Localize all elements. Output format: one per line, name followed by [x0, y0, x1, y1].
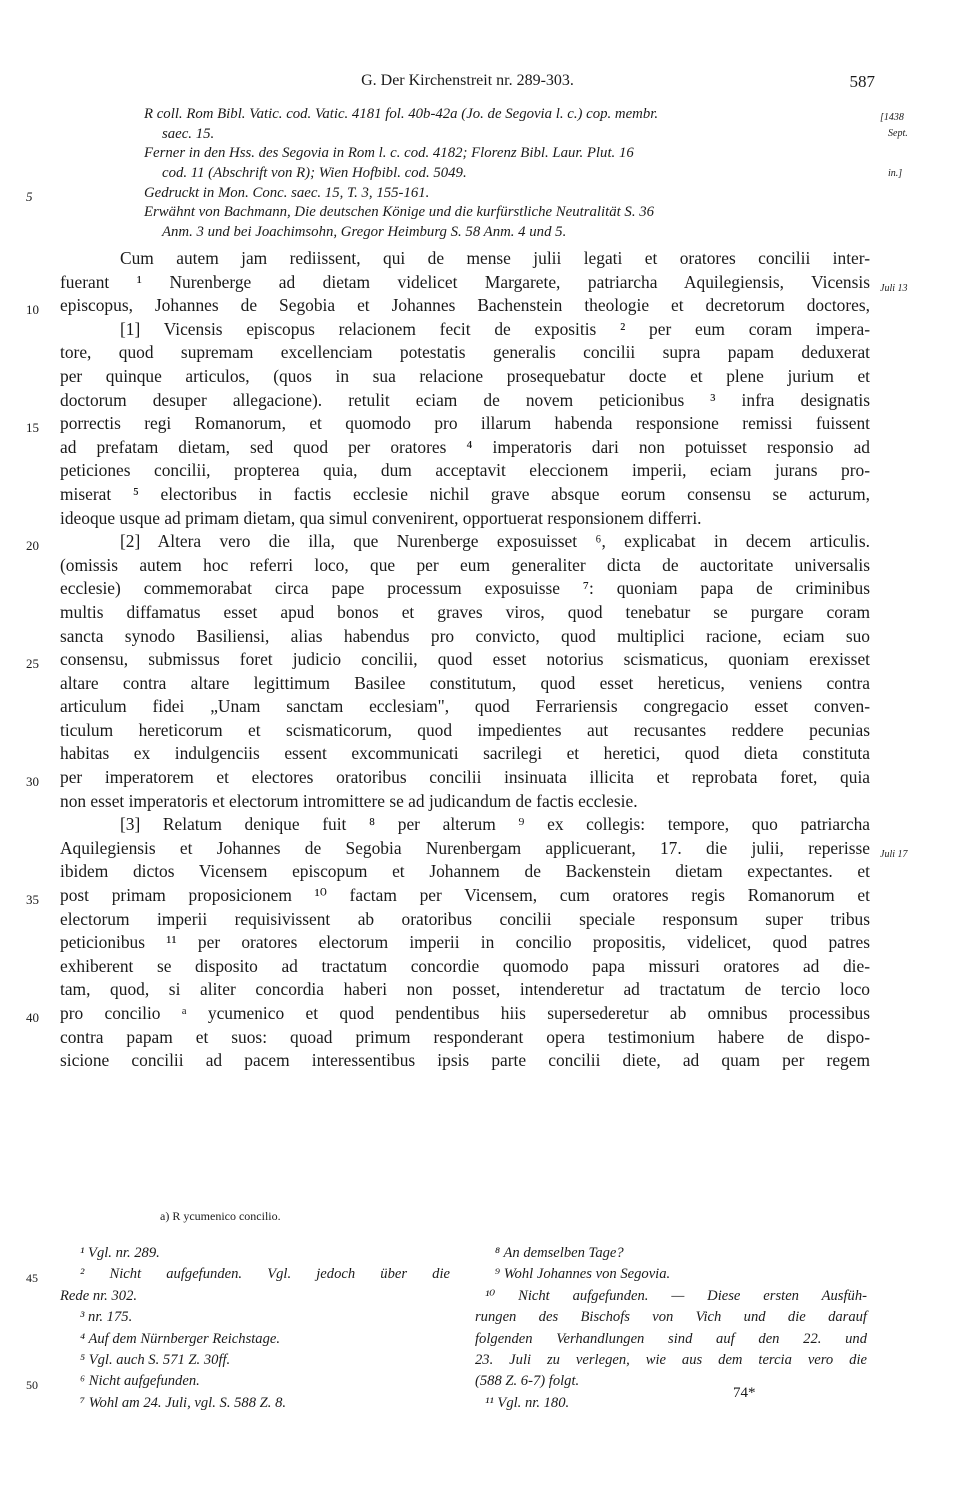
footnote: ⁷ Wohl am 24. Juli, vgl. S. 588 Z. 8. — [80, 1394, 287, 1411]
footnote: ¹ Vgl. nr. 289. — [80, 1245, 160, 1261]
footnote: ⁸ An demselben Tage? — [495, 1245, 624, 1261]
text-line: doctorum desuper allegacione). retulit eciam de novem peticionibus ³ infra designatis — [60, 389, 870, 410]
text-line: non esset imperatoris et electorum intromittere se ad judicandum de factis ecclesie. — [60, 790, 638, 811]
footnote: rungen des Bischofs von Vich und die darauf — [475, 1309, 867, 1326]
text-line: ideoque usque ad primam dietam, qua simul convenirent, opportuerat responsionem differri. — [60, 507, 702, 528]
source-line: R coll. Rom Bibl. Vatic. cod. Vatic. 4181 fol. 40b-42a (Jo. de Segovia l. c.) cop. membr. — [144, 106, 659, 122]
text-line: sicione concilii ad pacem interessentibus ipsis parte concilii diete, ad quam per regem — [60, 1050, 870, 1071]
text-line: altare contra altare legittimum Basilee constitutum, quod esset hereticus, veniens contra — [60, 672, 870, 693]
line-number: 20 — [26, 538, 39, 554]
line-number: 25 — [26, 656, 39, 672]
source-line: cod. 11 (Abschrift von R); Wien Hofbibl. cod. 5049. — [162, 165, 467, 182]
text-line: articulum fidei „Unam sanctam ecclesiam", quod Ferrariensis congregacio esset conven- — [60, 696, 870, 717]
footnote: ¹⁰ Nicht aufgefunden. — Diese ersten Ausfüh- — [485, 1287, 867, 1304]
text-line: [2] Altera vero die illa, que Nurenberge exposuisset ⁶, explicabat in decem articulis. — [120, 531, 870, 552]
text-line: miserat ⁵ electoribus in factis ecclesie nichil grave absque eorum consensu se acturum, — [60, 483, 870, 504]
source-line: Gedruckt in Mon. Conc. saec. 15, T. 3, 155-161. — [144, 184, 430, 201]
text-line: porrectis regi Romanorum, et quomodo pro illarum habenda responsione remissi fuissent — [60, 413, 870, 434]
text-line: Cum autem jam rediissent, qui de mense julii legati et oratores concilii inter- — [120, 248, 870, 268]
source-line: Anm. 3 und bei Joachimsohn, Gregor Heimburg S. 58 Anm. 4 und 5. — [162, 224, 567, 241]
page-number: 587 — [849, 72, 875, 91]
line-number: 30 — [26, 774, 39, 790]
text-line: [3] Relatum denique fuit ⁸ per alterum ⁹ ex collegis: tempore, quo patriarcha — [120, 814, 870, 835]
text-line: post primam proposicionem ¹⁰ factam per Vicensem, cum oratores regis Romanorum et — [60, 885, 870, 906]
text-line: ecclesie) commemorabat circa pape processum exposuisse ⁷: quoniam papa de criminibus — [60, 578, 870, 599]
text-line: per quinque articulos, (quos in sua relacione prosequebatur docte et plene jurium et — [60, 365, 870, 386]
text-line: contra papam et suos: quoad primum responderant opera testimonium habere de dispo- — [60, 1026, 870, 1047]
line-number: 50 — [26, 1378, 38, 1393]
line-number: 40 — [26, 1010, 39, 1025]
text-line: ibidem dictos Vicensem episcopum et Johannem de Backenstein dietam expectantes. et — [60, 861, 870, 882]
footnote: ⁴ Auf dem Nürnberger Reichstage. — [80, 1330, 281, 1347]
text-line: fuerant ¹ Nurenberge ad dietam videlicet Margarete, patriarcha Aquilegiensis, Vicensis — [60, 271, 870, 292]
text-line: episcopus, Johannes de Segobia et Johannes Bachenstein theologie et decretorum doctores, — [60, 295, 870, 316]
text-line: peticiones concilii, propterea quia, dum acceptavit eleccionem imperii, eciam jurans pro- — [60, 460, 870, 481]
line-number: 10 — [26, 302, 39, 318]
text-line: exhiberent se disposito ad tractatum concordie quomodo papa missuri oratores ad die- — [60, 955, 870, 976]
footnote: 23. Juli zu verlegen, wie aus dem tercia vero die — [475, 1351, 867, 1368]
source-line: Erwähnt von Bachmann, Die deutschen Könige und die kurfürstliche Neutralität S. 36 — [144, 204, 655, 221]
signature-mark: 74* — [733, 1385, 756, 1401]
line-number: 15 — [26, 420, 39, 436]
text-line: sancta synodo Basiliensi, alias habendus pro convicto, quod multiplici racione, eciam suo — [60, 625, 870, 646]
footnote: ⁹ Wohl Johannes von Segovia. — [495, 1266, 671, 1283]
footnote: ² Nicht aufgefunden. Vgl. jedoch über die — [80, 1266, 450, 1283]
footnote: ⁶ Nicht aufgefunden. — [80, 1373, 200, 1390]
text-line: habitas ex indulgenciis essent excommunicati sacrilegi et heretici, quod dieta constituta — [60, 743, 870, 764]
text-line: [1] Vicensis episcopus relacionem fecit de expositis ² per eum coram impera- — [120, 318, 870, 339]
footnotes-right — [475, 1243, 867, 1414]
source-line: Ferner in den Hss. des Segovia in Rom l. c. cod. 4182; Florenz Bibl. Laur. Plut. 16 — [144, 145, 634, 162]
footnote: (588 Z. 6-7) folgt. — [475, 1373, 580, 1390]
text-line: electorum imperii requisivissent ab oratoribus concilii speciale responsum super tribus — [60, 908, 870, 929]
footnote: ³ nr. 175. — [80, 1309, 133, 1326]
text-line: Aquilegiensis et Johannes de Segobia Nurenbergam applicuerant, 17. die julii, reperisse — [60, 837, 870, 858]
text-line: consensu, submissus foret judicio concilii, quod esset notorius scismaticus, quoniam erexisset — [60, 649, 870, 670]
margin-date-juli17: Juli 17 — [880, 848, 908, 860]
header-title: G. Der Kirchenstreit nr. 289-303. — [361, 72, 574, 89]
running-header — [60, 72, 875, 96]
text-line: pro concilio ᵃ ycumenico et quod pendentibus hiis supersederetur ab omnibus processibus — [60, 1003, 870, 1023]
text-line: tam, quod, si aliter concordia haberi non posset, intenderetur ad tractatum de tercio loco — [60, 979, 870, 1000]
line-number: 35 — [26, 892, 39, 908]
footnote: folgenden Verhandlungen sind auf den 22. und — [475, 1330, 867, 1347]
text-line: ad prefatam dietam, sed quod per oratores ⁴ imperatoris dari non potuisset responsio ad — [60, 436, 870, 457]
margin-date-3: in.] — [888, 168, 903, 179]
variant-note: a) R ycumenico concilio. — [160, 1209, 281, 1223]
line-number: 5 — [26, 188, 33, 204]
text-line: ticulum hereticorum et scismaticorum, quod impedientes aut recusantes reddere pecunias — [60, 719, 870, 740]
main-text — [26, 247, 908, 1073]
text-line: peticionibus ¹¹ per oratores electorum imperii in concilio propositis, videlicet, quod patres — [60, 932, 870, 953]
text-line: per imperatorem et electores oratoribus concilii insinuata illicita et reprobata foret, quia — [60, 767, 870, 788]
text-line: (omissis autem hoc referri loco, que per eum generaliter dicta de auctoritate universalis — [60, 554, 870, 575]
source-apparatus — [26, 105, 875, 243]
margin-date-1: [1438 — [880, 112, 904, 123]
footnotes-left — [26, 1243, 450, 1414]
margin-date-juli13: Juli 13 — [880, 282, 908, 294]
source-line: saec. 15. — [162, 125, 215, 142]
footnote: ¹¹ Vgl. nr. 180. — [485, 1394, 570, 1411]
footnote: ⁵ Vgl. auch S. 571 Z. 30ff. — [80, 1351, 231, 1368]
text-line: multis diffamatus esset apud bonos et graves viros, quod tenebatur se purgare coram — [60, 601, 870, 622]
text-line: tore, quod supremam excellenciam potestatis generalis concilii supra papam deduxerat — [60, 342, 870, 363]
line-number: 45 — [26, 1271, 38, 1286]
margin-date-2: Sept. — [888, 128, 908, 139]
footnote: Rede nr. 302. — [60, 1287, 138, 1304]
